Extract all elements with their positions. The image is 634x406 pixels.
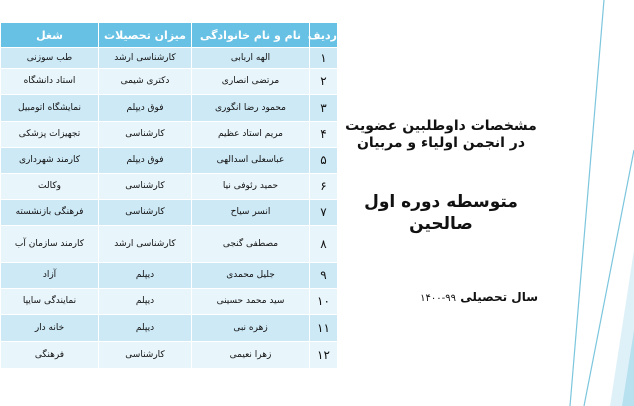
title-heading [330, 118, 552, 152]
table-row [1, 226, 338, 263]
cell-name: الهه اربابی [192, 48, 310, 69]
cell-name: محمود رضا انگوری [192, 95, 310, 122]
cell-job: وکالت [1, 174, 99, 200]
table-row [1, 315, 338, 342]
school-line-2: صالحین [409, 214, 473, 234]
decorative-lines [540, 0, 634, 406]
cell-num: ۲ [310, 69, 338, 95]
cell-job: کارمند شهرداری [1, 148, 99, 174]
title-line-1: مشخصات داوطلبین عضویت [345, 118, 537, 134]
members-table [0, 22, 337, 369]
school-heading [330, 191, 552, 235]
year-label: سال تحصیلی [460, 290, 538, 304]
header-name: نام و نام خانوادگی [192, 23, 310, 48]
cell-num: ۱۱ [310, 315, 338, 342]
cell-num: ۳ [310, 95, 338, 122]
cell-job: طب سوزنی [1, 48, 99, 69]
cell-name: عباسعلی اسدالهی [192, 148, 310, 174]
cell-name: زهرا نعیمی [192, 342, 310, 369]
cell-education: کارشناسی [99, 122, 192, 148]
cell-education: فوق دیپلم [99, 95, 192, 122]
cell-education: کارشناسی [99, 342, 192, 369]
cell-num: ۵ [310, 148, 338, 174]
table-row [1, 95, 338, 122]
cell-num: ۴ [310, 122, 338, 148]
cell-name: زهره نبی [192, 315, 310, 342]
table-row [1, 200, 338, 226]
cell-name: سید محمد حسینی [192, 289, 310, 315]
title-line-2: در انجمن اولیاء و مربیان [356, 135, 525, 151]
cell-education: کارشناسی [99, 200, 192, 226]
cell-num: ۷ [310, 200, 338, 226]
cell-job: استاد دانشگاه [1, 69, 99, 95]
cell-education: کارشناسی [99, 174, 192, 200]
cell-name: مرتضی انصاری [192, 69, 310, 95]
cell-num: ۱ [310, 48, 338, 69]
cell-job: نمایشگاه اتومبیل [1, 95, 99, 122]
table-row [1, 342, 338, 369]
table-row [1, 289, 338, 315]
cell-num: ۹ [310, 263, 338, 289]
cell-education: دیپلم [99, 263, 192, 289]
header-job: شغل [1, 23, 99, 48]
cell-name: مریم استاد عظیم [192, 122, 310, 148]
cell-name: انسر سیاح [192, 200, 310, 226]
cell-num: ۸ [310, 226, 338, 263]
table-row [1, 69, 338, 95]
table-row [1, 148, 338, 174]
table-row [1, 263, 338, 289]
cell-education: فوق دیپلم [99, 148, 192, 174]
cell-name: حمید رئوفی نیا [192, 174, 310, 200]
header-num: ردیف [310, 23, 338, 48]
cell-job: آزاد [1, 263, 99, 289]
cell-job: فرهنگی بازنشسته [1, 200, 99, 226]
cell-job: کارمند سازمان آب [1, 226, 99, 263]
academic-year [360, 290, 538, 304]
table-row [1, 48, 338, 69]
cell-education: کارشناسی ارشد [99, 226, 192, 263]
cell-job: تجهیزات پزشکی [1, 122, 99, 148]
cell-name: مصطفی گنجی [192, 226, 310, 263]
cell-job: نمایندگی سایپا [1, 289, 99, 315]
cell-education: دکتری شیمی [99, 69, 192, 95]
school-line-1: متوسطه دوره اول [364, 192, 518, 212]
table-row [1, 174, 338, 200]
year-value: ۹۹-۱۴۰۰ [420, 293, 456, 304]
header-education: میزان تحصیلات [99, 23, 192, 48]
table-header-row [1, 23, 338, 48]
cell-education: دیپلم [99, 289, 192, 315]
deco-line-1 [570, 0, 604, 406]
table-row [1, 122, 338, 148]
cell-num: ۱۰ [310, 289, 338, 315]
cell-name: جلیل محمدی [192, 263, 310, 289]
cell-num: ۱۲ [310, 342, 338, 369]
cell-education: کارشناسی ارشد [99, 48, 192, 69]
cell-job: خانه دار [1, 315, 99, 342]
cell-education: دیپلم [99, 315, 192, 342]
cell-num: ۶ [310, 174, 338, 200]
cell-job: فرهنگی [1, 342, 99, 369]
